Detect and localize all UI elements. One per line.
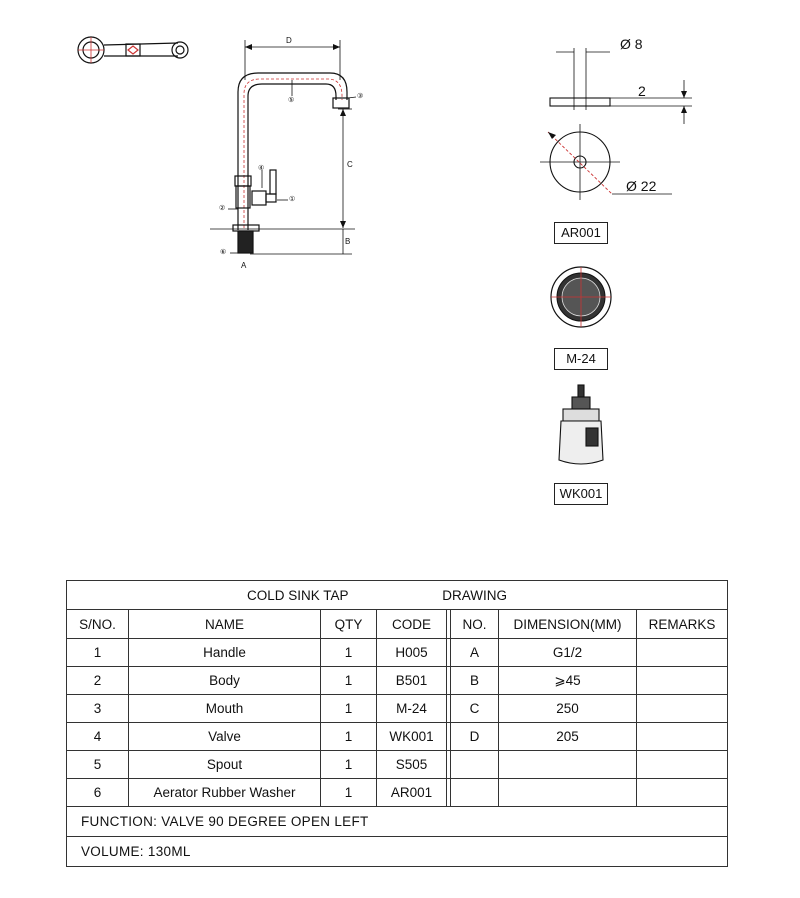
table-row: [67, 639, 728, 667]
header-sno: S/NO.: [67, 610, 129, 639]
cell-sno: 6: [67, 779, 129, 807]
header-name: NAME: [129, 610, 321, 639]
table-row: [67, 667, 728, 695]
function-text: FUNCTION: VALVE 90 DEGREE OPEN LEFT: [67, 807, 728, 837]
dim-label-d: D: [286, 36, 292, 45]
cell-qty: 1: [321, 751, 377, 779]
table-row: [67, 751, 728, 779]
cell-dimension: [499, 779, 637, 807]
cell-code: H005: [377, 639, 447, 667]
dim-label-b: B: [345, 237, 351, 246]
cell-qty: 1: [321, 667, 377, 695]
cell-dimension: 250: [499, 695, 637, 723]
callout-2: ②: [219, 205, 226, 212]
spec-table: [66, 580, 728, 867]
cell-dimension: G1/2: [499, 639, 637, 667]
callout-4: ④: [258, 165, 265, 172]
cell-no: [451, 751, 499, 779]
cell-name: Aerator Rubber Washer: [129, 779, 321, 807]
header-no: NO.: [451, 610, 499, 639]
cell-sno: 1: [67, 639, 129, 667]
table-row: [67, 779, 728, 807]
cell-name: Handle: [129, 639, 321, 667]
table-row: [67, 695, 728, 723]
table-row: [67, 723, 728, 751]
dim-label-c: C: [347, 160, 353, 169]
table-title-row: [67, 581, 728, 610]
cell-sno: 4: [67, 723, 129, 751]
callout-6: ⑥: [220, 249, 227, 256]
header-code: CODE: [377, 610, 447, 639]
cell-no: [451, 779, 499, 807]
callout-1: ①: [289, 196, 296, 203]
table-title: COLD SINK TAP: [247, 587, 349, 603]
cell-qty: 1: [321, 695, 377, 723]
tap-front-view: [210, 40, 356, 254]
cell-name: Body: [129, 667, 321, 695]
valve-cartridge-drawing: [559, 385, 603, 464]
part-label-wk001: WK001: [554, 483, 608, 505]
cell-no: A: [451, 639, 499, 667]
cell-code: B501: [377, 667, 447, 695]
cell-qty: 1: [321, 723, 377, 751]
volume-text: VOLUME: 130ML: [67, 837, 728, 867]
cell-no: D: [451, 723, 499, 751]
header-remarks: REMARKS: [637, 610, 728, 639]
cell-dimension: ⩾45: [499, 667, 637, 695]
cell-code: AR001: [377, 779, 447, 807]
header-qty: QTY: [321, 610, 377, 639]
cell-dimension: 205: [499, 723, 637, 751]
cell-remarks: [637, 751, 728, 779]
callout-5: ⑤: [288, 97, 295, 104]
tap-top-view: [78, 37, 188, 63]
table-subtitle: DRAWING: [442, 587, 508, 603]
cell-remarks: [637, 779, 728, 807]
mouth-part-drawing: [551, 267, 611, 327]
aerator-dia-large: Ø 22: [626, 178, 657, 194]
callout-3: ③: [357, 93, 364, 100]
function-row: [67, 807, 728, 837]
cell-sno: 3: [67, 695, 129, 723]
header-dimension: DIMENSION(MM): [499, 610, 637, 639]
cell-name: Valve: [129, 723, 321, 751]
cell-code: M-24: [377, 695, 447, 723]
part-label-ar001: AR001: [554, 222, 608, 244]
cell-code: WK001: [377, 723, 447, 751]
cell-remarks: [637, 667, 728, 695]
cell-qty: 1: [321, 639, 377, 667]
cell-sno: 5: [67, 751, 129, 779]
cell-qty: 1: [321, 779, 377, 807]
cell-no: C: [451, 695, 499, 723]
cell-name: Mouth: [129, 695, 321, 723]
cell-code: S505: [377, 751, 447, 779]
volume-row: [67, 837, 728, 867]
part-label-m24: M-24: [554, 348, 608, 370]
dim-label-a: A: [241, 261, 247, 270]
cell-remarks: [637, 695, 728, 723]
cell-remarks: [637, 723, 728, 751]
table-header-row: [67, 610, 728, 639]
aerator-detail: [540, 48, 692, 200]
cell-remarks: [637, 639, 728, 667]
cell-sno: 2: [67, 667, 129, 695]
cell-name: Spout: [129, 751, 321, 779]
aerator-dia-small: Ø 8: [620, 36, 643, 52]
cell-no: B: [451, 667, 499, 695]
aerator-thickness: 2: [638, 83, 646, 99]
cell-dimension: [499, 751, 637, 779]
